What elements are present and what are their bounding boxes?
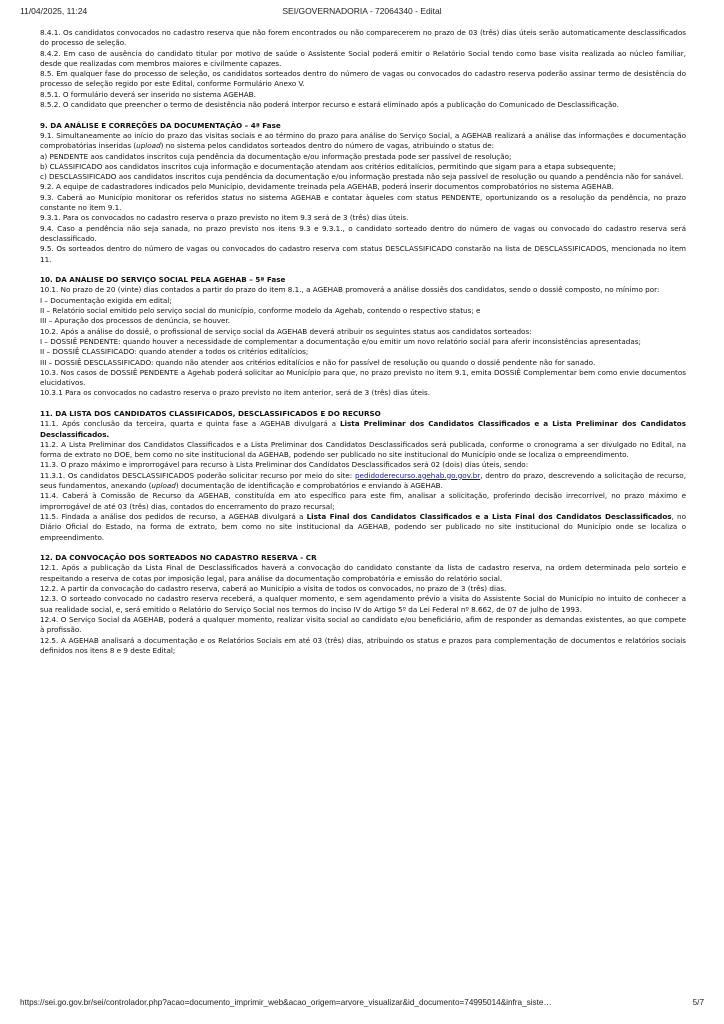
list-item: b) CLASSIFICADO aos candidatos inscritos cuja informação e documentação atendam aos critérios editalícios, permitindo que sigam para a etapa subsequente; [40, 161, 616, 171]
italic-term: status [221, 192, 244, 202]
document-body [40, 28, 686, 656]
list-item: a) PENDENTE aos candidatos inscritos cuja pendência da documentação e/ou informação prestada pode ser passível de resolução; [40, 151, 512, 161]
bold-text: Lista Final dos Candidatos Classificados e a Lista Final dos Candidatos Desclassificados [306, 511, 672, 521]
list-item: II – Relatório social emitido pelo serviço social do município, conforme modelo da Agehab, contendo o respectivo status; e [40, 306, 481, 316]
paragraph: 12.3. O sorteado convocado no cadastro reserva receberá, a qualquer momento, e sem agendamento prévio a visita do Assistente Social do Município no intuito de conhecer a sua realidade social, e, será emitido o Relatório do Serviço Social nos termos do inciso IV do Artigo 5º da Lei Federal nº 8.662, de 07 de julho de 1993. [40, 594, 686, 614]
page-url: https://sei.go.gov.br/sei/controlador.php?acao=documento_imprimir_web&acao_origem=arvore_visualizar&id_documento=74995014&infra_siste… [20, 998, 552, 1007]
list-item: II – DOSSIÊ CLASSIFICADO: quando atender a todos os critérios editalícios; [40, 347, 309, 357]
paragraph: 12.4. O Serviço Social da AGEHAB, poderá a qualquer momento, realizar visita social ao candidato e/ou beneficiário, afim de responder as demandas existentes, ao que compete à profissão. [40, 614, 686, 635]
paragraph: 11.2. A Lista Preliminar dos Candidatos Classificados e a Lista Preliminar dos Candidatos Desclassificados será publicada, conforme o cronograma a ser divulgado no Edital, na forma de extrato no DOE, bem como no site institucional da AGEHAB, podendo ser publicado no site institucional do Município onde se localiza o empreendimento. [40, 439, 686, 460]
paragraph: 9.2. A equipe de cadastradores indicados pelo Município, devidamente treinada pela AGEHAB, poderá inserir documentos comprobatórios no sistema AGEHAB. [40, 182, 614, 192]
paragraph: 12.5. A AGEHAB analisará a documentação e os Relatórios Sociais em até 03 (três) dias, atribuindo os status e prazos para complementação de documentos e relatórios sociais definidos nos itens 8 e 9 deste Edital; [40, 635, 686, 655]
paragraph: 8.4.1. Os candidatos convocados no cadastro reserva que não forem encontrados ou não comparecerem no prazo de 03 (três) dias úteis serão automaticamente desclassificados do processo de seleção. [40, 28, 686, 48]
paragraph: 10.1. No prazo de 20 (vinte) dias contados a partir do prazo do item 8.1., a AGEHAB promoverá a análise dossiês dos candidatos, sendo o dossiê composto, no mínimo por: [40, 285, 660, 295]
paragraph: 12.1. Após a publicação da Lista Final de Desclassificados haverá a convocação do candidato constante da lista de cadastro reserva, na ordem determinada pelo sorteio e respeitando a reserva de cotas por imposição legal, para análise da documentação comprobatória e emissão do relatório social. [40, 563, 686, 583]
section-heading: 9. DA ANÁLISE E CORREÇÕES DA DOCUMENTAÇÃO – 4ª Fase [40, 120, 281, 130]
paragraph: 8.5.2. O candidato que preencher o termo de desistência não poderá interpor recurso e estará eliminado após a publicação do Comunicado de Desclassificação. [40, 100, 619, 110]
paragraph: 10.3.1 Para os convocados no cadastro reserva o prazo previsto no item anterior, será de 3 (três) dias úteis. [40, 388, 431, 398]
paragraph: 10.2. Após a análise do dossiê, o profissional de serviço social da AGEHAB deverá atribuir os seguintes status aos candidatos sorteados: [40, 326, 532, 336]
italic-term: upload [136, 141, 161, 151]
section-heading: 10. DA ANÁLISE DO SERVIÇO SOCIAL PELA AGEHAB – 5ª Fase [40, 275, 286, 285]
paragraph: 8.4.2. Em caso de ausência do candidato titular por motivo de saúde o Assistente Social poderá emitir o Relatório Social tendo como base visita realizada ao núcleo familiar, desde que realizadas com membros maiores e civilmente capazes. [40, 48, 686, 68]
paragraph: 9.5. Os sorteados dentro do número de vagas ou convocados do cadastro reserva com status DESCLASSIFICADO constarão na lista de DESCLASSIFICADOS, mencionada no item 11. [40, 244, 686, 264]
paragraph: 11.1. Após conclusão da terceira, quarta e quinta fase a AGEHAB divulgará a Lista Preliminar dos Candidatos Classificados e a Lista Preliminar dos Candidatos Desclassificados. [40, 419, 687, 439]
paragraph: 9.1. Simultaneamente ao início do prazo das visitas sociais e ao término do prazo para análise do Serviço Social, a AGEHAB realizará a análise das informações e documentação comprobatórias inseridas (upload) no sistema pelos candidatos sorteados dentro do número de vagas, atribuindo o status de: [40, 130, 686, 151]
paragraph: 9.4. Caso a pendência não seja sanada, no prazo previsto nos itens 9.3 e 9.3.1., o candidato sorteado dentro do número de vagas ou convocado do cadastro reserva será desclassificado. [40, 223, 686, 243]
section-heading: 11. DA LISTA DOS CANDIDATOS CLASSIFICADOS, DESCLASSIFICADOS E DO RECURSO [40, 408, 381, 418]
print-header [20, 6, 704, 20]
list-item: I – Documentação exigida em edital; [40, 295, 172, 305]
section-heading: 12. DA CONVOCAÇÃO DOS SORTEADOS NO CADASTRO RESERVA - CR [40, 553, 317, 563]
italic-term: upload [151, 481, 176, 491]
recurso-link[interactable]: pedidoderecurso.agehab.go.gov.br [354, 470, 481, 480]
document-title: SEI/GOVERNADORIA - 72064340 - Edital [282, 6, 442, 16]
paragraph: 11.3.1. Os candidatos DESCLASSIFICADOS poderão solicitar recurso por meio do site: pedidoderecurso.agehab.go.gov.br, dentro do prazo, descrevendo a solicitação de recurso, seus fundamentos, anexando (upload) documentação de identificação e comprobatórios e enviando à AGEHAB. [40, 470, 686, 491]
paragraph: 11.4. Caberá à Comissão de Recurso da AGEHAB, constituída em ato específico para este fim, analisar a solicitação, proferindo decisão irrecorrível, no prazo máximo e improrrogável de até 03 (três) dias, contados do encerramento do prazo recursal; [40, 491, 686, 511]
paragraph: 9.3. Caberá ao Município monitorar os referidos status no sistema AGEHAB e contatar àqueles com status PENDENTE, oportunizando os a resolução da pendência, no prazo constante no item 9.1. [40, 192, 686, 213]
list-item: III – Apuração dos processos de denúncia, se houver. [40, 316, 231, 326]
paragraph: 12.2. A partir da convocação do cadastro reserva, caberá ao Município a visita de todos os convocados, no prazo de 3 (três) dias. [40, 584, 507, 594]
print-datetime: 11/04/2025, 11:24 [20, 6, 88, 16]
list-item: I – DOSSIÊ PENDENTE: quando houver a necessidade de complementar a documentação e/ou emitir um novo relatório social para aferir inconsistências apresentadas; [40, 336, 641, 346]
list-item: III – DOSSIÊ DESCLASSIFICADO: quando não atender aos critérios editalícios e não for passível de resolução ou quando o dossiê pendente não for sanado. [40, 357, 596, 367]
paragraph: 9.3.1. Para os convocados no cadastro reserva o prazo previsto no item 9.3 será de 3 (três) dias úteis. [40, 213, 409, 223]
paragraph: 11.3. O prazo máximo e improrrogável para recurso à Lista Preliminar dos Candidatos Desclassificados será 02 (dois) dias úteis, sendo: [40, 460, 529, 470]
bold-text: Lista Preliminar dos Candidatos Classificados e a Lista Preliminar dos Candidatos Desclassificados. [40, 419, 687, 439]
page-number: 5/7 [692, 998, 704, 1007]
list-item: c) DESCLASSIFICADO aos candidatos inscritos cuja pendência da documentação e/ou informação prestada não seja passível de resolução ou quando a pendência não for sanável. [40, 172, 684, 182]
paragraph: 8.5.1. O formulário deverá ser inserido no sistema AGEHAB. [40, 89, 256, 99]
paragraph: 11.5. Findada a análise dos pedidos de recurso, a AGEHAB divulgará a Lista Final dos Candidatos Classificados e a Lista Final dos Candidatos Desclassificados, no Diário Oficial do Estado, na forma de extrato, bem como no site institucional da AGEHAB, podendo ser publicado no site institucional do Município onde se localiza o empreendimento. [40, 511, 686, 542]
print-footer [20, 998, 704, 1012]
paragraph: 10.3. Nos casos de DOSSIÊ PENDENTE a Agehab poderá solicitar ao Município para que, no prazo previsto no item 9.1, emita DOSSIÊ Complementar bem como envie documentos elucidativos. [40, 367, 686, 388]
paragraph: 8.5. Em qualquer fase do processo de seleção, os candidatos sorteados dentro do número de vagas ou convocados do cadastro reserva poderão assinar termo de desistência do processo de seleção regido por este Edital, conforme Formulário Anexo V. [40, 69, 686, 89]
